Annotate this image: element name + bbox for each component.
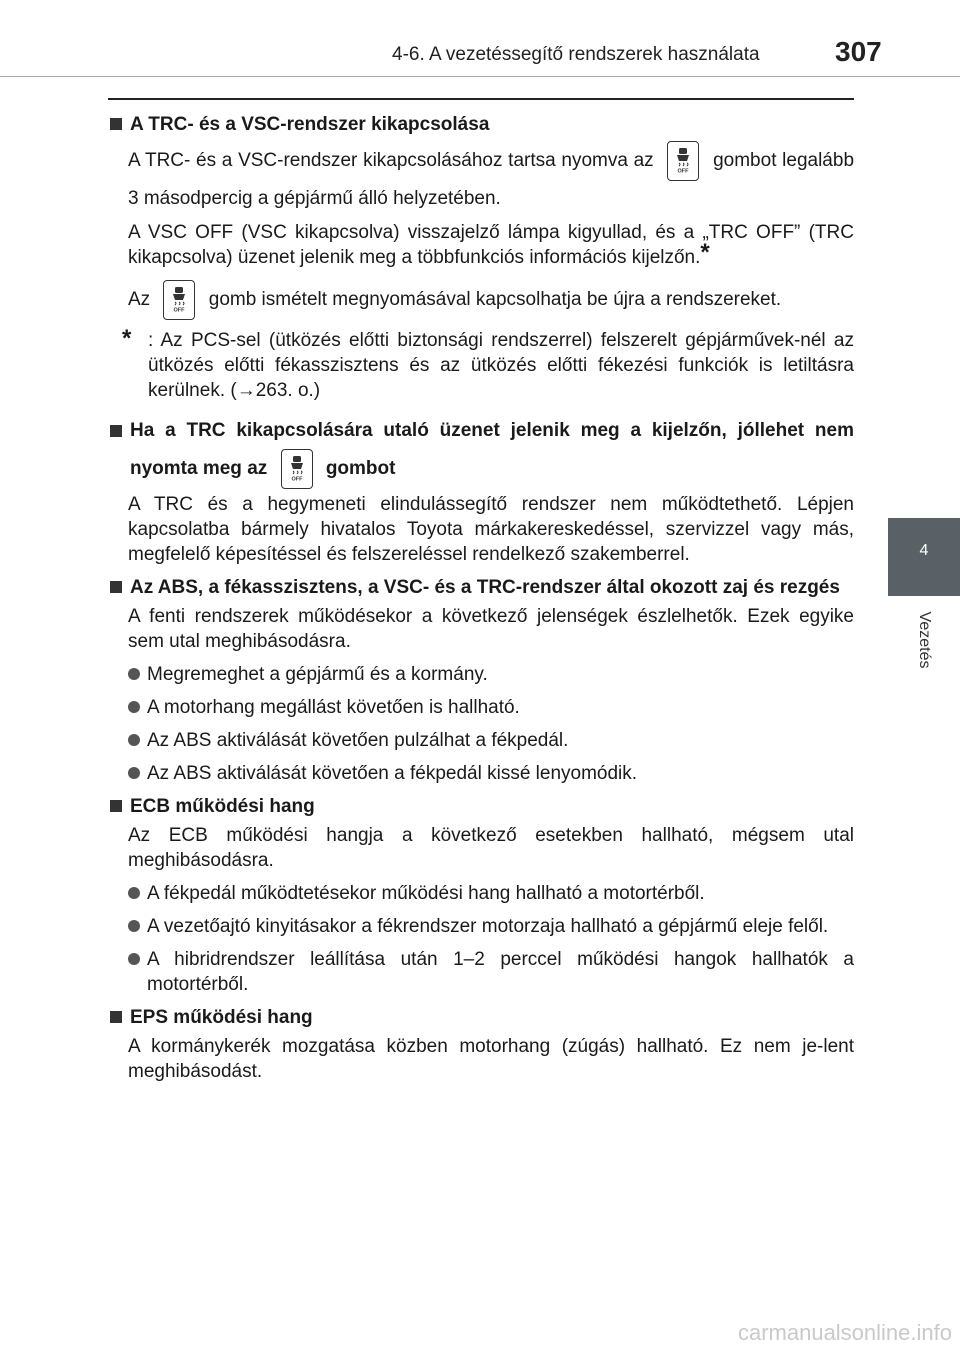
footnote-text: : Az PCS-sel (ütközés előtti biztonsági rendszerrel) felszerelt gépjárművek-nél az ütközés előtti fékasszisztens és az ütközés előtti fékezési funkciók is letiltásra kerülnek. (→263. o.) <box>148 330 854 401</box>
section-title: 4-6. A vezetéssegítő rendszerek használata <box>392 44 760 65</box>
paragraph-phenomena: A fenti rendszerek működésekor a következő jelenségek észlelhetők. Ezek egyike sem utal meghibásodásra. <box>128 606 854 652</box>
square-bullet-icon <box>110 800 122 812</box>
text: gombot legalább 3 másodpercig a gépjármű álló helyzetében. <box>128 150 855 209</box>
square-bullet-icon <box>110 425 122 437</box>
footnote <box>122 325 854 403</box>
bullet-dot-icon <box>128 887 140 899</box>
header-divider <box>0 76 960 77</box>
heading-noise-vibration <box>108 575 854 601</box>
paragraph-eps: A kormánykerék mozgatása közben motorhang (zúgás) hallható. Ez nem je-lent meghibásodást. <box>128 1036 854 1082</box>
heading-ecb-sound <box>108 794 854 820</box>
bullet-dot-icon <box>128 701 140 713</box>
footnote-asterisk: * <box>122 325 132 352</box>
svg-text:OFF: OFF <box>291 476 303 482</box>
bullet-dot-icon <box>128 920 140 932</box>
svg-text:OFF: OFF <box>173 307 185 313</box>
heading-text: Ha a TRC kikapcsolására utaló üzenet jelenik meg a kijelzőn, jóllehet nem nyomta meg az <box>130 420 854 480</box>
list-item: Megremeghet a gépjármű és a kormány. <box>128 662 854 687</box>
list-item: Az ABS aktiválását követően pulzálhat a fékpedál. <box>128 728 854 753</box>
list-item: A fékpedál működtetésekor működési hang hallható a motortérből. <box>128 881 854 906</box>
square-bullet-icon <box>110 118 122 130</box>
trc-vsc-off-button-icon <box>667 141 699 181</box>
heading-trc-vsc-off <box>108 112 854 138</box>
paragraph-contact-dealer: A TRC és a hegymeneti elindulássegítő rendszer nem működtethető. Lépjen kapcsolatba bármely hivatalos Toyota márkakereskedéssel, szervizzel vagy más, megfelelő képesítéssel és felszereléssel rendelkező szakemberrel. <box>128 494 854 565</box>
chapter-tab <box>888 518 960 596</box>
heading-eps-sound <box>108 1005 854 1031</box>
footnote-marker: * <box>700 239 710 266</box>
watermark: carmanualsonline.info <box>737 1320 952 1345</box>
square-bullet-icon <box>110 1011 122 1023</box>
text: A VSC OFF (VSC kikapcsolva) visszajelző lámpa kigyullad, és a „TRC OFF” (TRC kikapcsolva) üzenet jelenik meg a többfunkciós információs kijelzőn. <box>128 222 854 268</box>
heading-text: Az ABS, a fékasszisztens, a VSC- és a TRC-rendszer által okozott zaj és rezgés <box>130 577 840 598</box>
list-item: A vezetőajtó kinyitásakor a fékrendszer motorzaja hallható a gépjármű eleje felől. <box>128 914 854 939</box>
svg-text:OFF: OFF <box>677 168 689 174</box>
text: gomb ismételt megnyomásával kapcsolhatja be újra a rendszereket. <box>208 289 782 311</box>
list-item: A hibridrendszer leállítása után 1–2 perccel működési hangok hallhatók a motortérből. <box>128 947 854 997</box>
paragraph-ecb: Az ECB működési hangja a következő esetekben hallható, mégsem utal meghibásodásra. <box>128 825 854 871</box>
bullet-dot-icon <box>128 668 140 680</box>
heading-text: A TRC- és a VSC-rendszer kikapcsolása <box>130 114 490 135</box>
list-item: A motorhang megállást követően is hallható. <box>128 695 854 720</box>
text: A TRC- és a VSC-rendszer kikapcsolásához tartsa nyomva az <box>128 150 654 172</box>
heading-trc-message <box>108 413 854 489</box>
text: Az <box>128 289 151 311</box>
bullet-dot-icon <box>128 953 140 965</box>
page-content <box>108 106 854 1084</box>
bullet-dot-icon <box>128 767 140 779</box>
heading-text: gombot <box>325 458 396 480</box>
paragraph-hold-button <box>128 141 854 217</box>
paragraph-reenable <box>128 280 854 320</box>
chapter-label: Vezetés <box>916 611 933 669</box>
page-number: 307 <box>835 36 882 67</box>
bullet-dot-icon <box>128 734 140 746</box>
content-divider <box>108 98 854 100</box>
heading-text: ECB működési hang <box>130 796 315 817</box>
heading-text: EPS működési hang <box>130 1007 313 1028</box>
paragraph-indicator <box>128 220 854 270</box>
list-item: Az ABS aktiválását követően a fékpedál kissé lenyomódik. <box>128 761 854 786</box>
square-bullet-icon <box>110 581 122 593</box>
trc-vsc-off-button-icon <box>163 280 195 320</box>
chapter-number: 4 <box>919 542 929 559</box>
trc-vsc-off-button-icon <box>281 449 313 489</box>
